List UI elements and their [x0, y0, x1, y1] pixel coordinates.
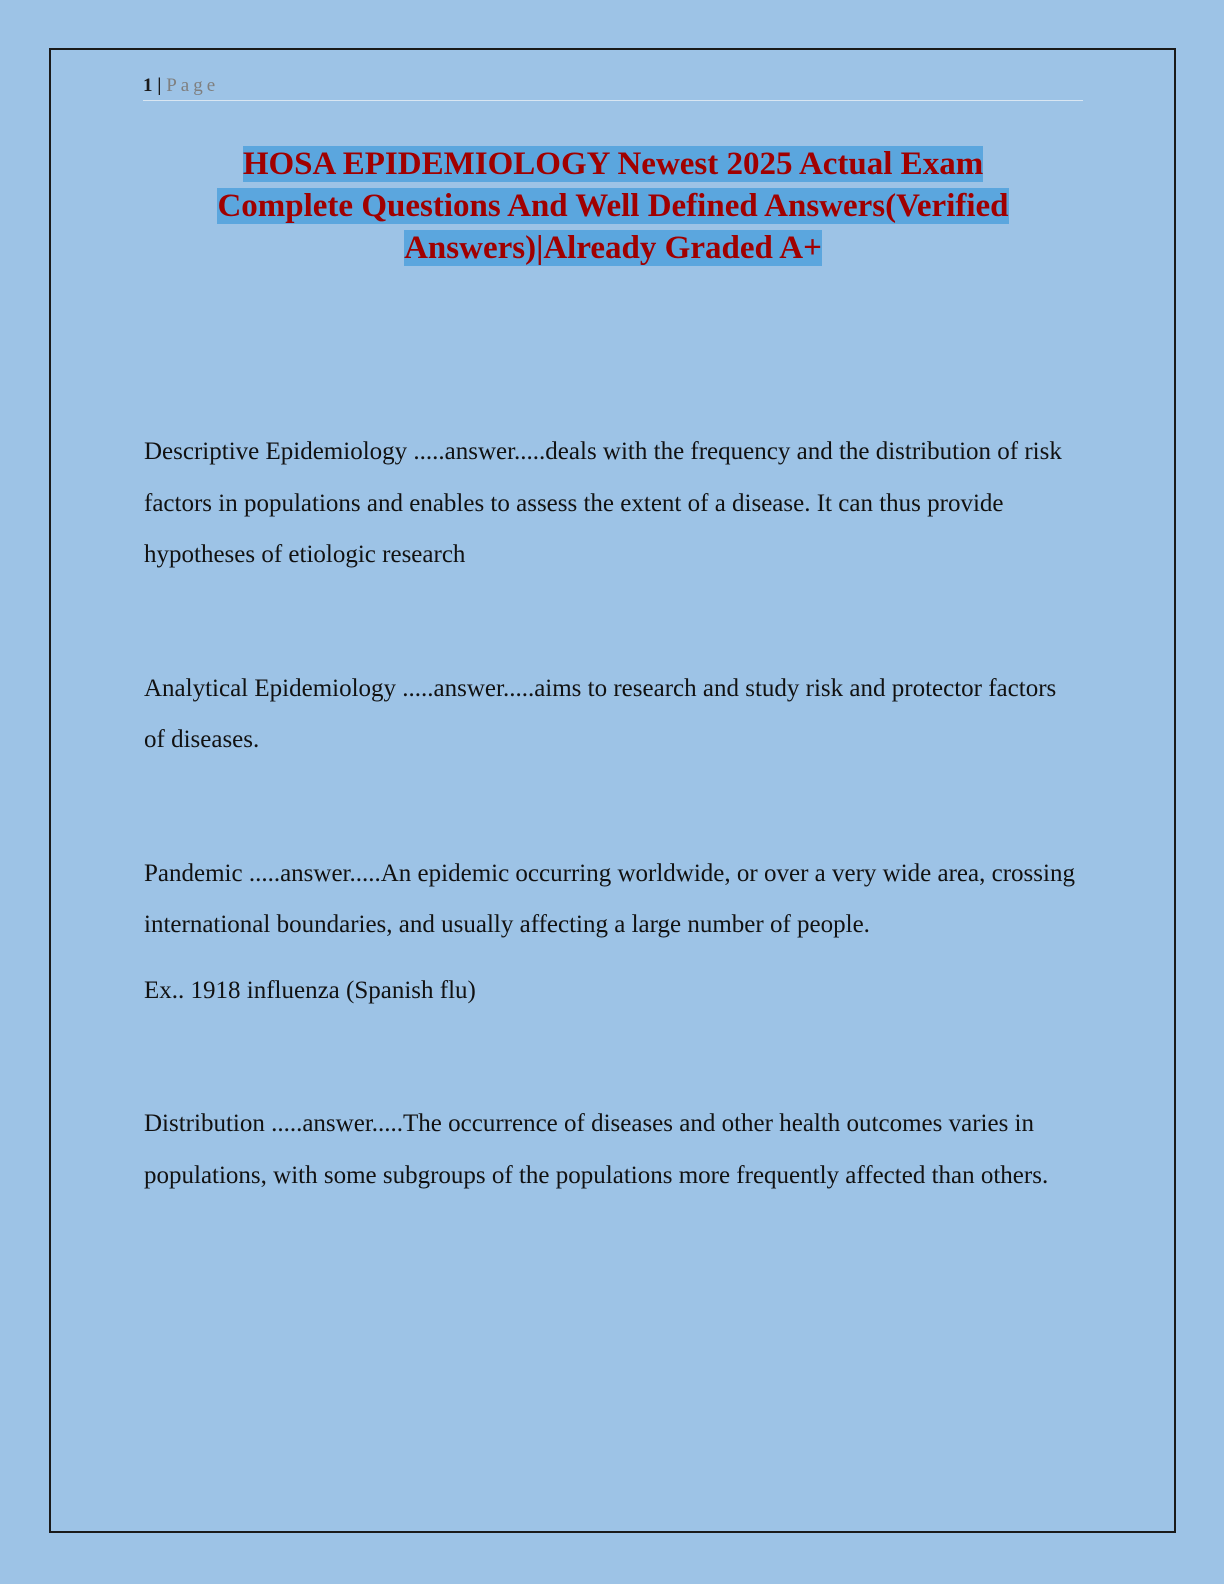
- entry-text: Pandemic .....answer.....An epidemic occurring worldwide, or over a very wide area, crossing international boundaries, and usually affecting a large number of people.: [144, 859, 1075, 938]
- qa-entry-descriptive-epidemiology: [144, 426, 1079, 581]
- qa-entry-distribution: [144, 1098, 1079, 1201]
- header-separator: |: [157, 75, 162, 96]
- entry-text: Distribution .....answer.....The occurrence of diseases and other health outcomes varies in populations, with some subgroups of the populations more frequently affected than others.: [144, 1110, 1049, 1189]
- title-line-2: Complete Questions And Well Defined Answers(Verified: [217, 188, 1009, 224]
- title-line-1: HOSA EPIDEMIOLOGY Newest 2025 Actual Exam: [242, 146, 984, 182]
- qa-entries: [144, 426, 1079, 1201]
- entry-text: Analytical Epidemiology .....answer.....aims to research and study risk and protector factors of diseases.: [144, 674, 1057, 753]
- qa-entry-pandemic: [144, 848, 1079, 1017]
- entry-text: Descriptive Epidemiology .....answer.....deals with the frequency and the distribution of risk factors in populations and enables to assess the extent of a disease. It can thus provide hypotheses of etiologic research: [144, 438, 1062, 568]
- page-header: [143, 74, 1083, 101]
- qa-entry-analytical-epidemiology: [144, 663, 1079, 766]
- page-number: 1: [143, 75, 153, 96]
- page-label: Page: [166, 75, 220, 96]
- title-line-3: Answers)|Already Graded A+: [404, 230, 822, 266]
- document-title: [143, 143, 1083, 269]
- entry-example: Ex.. 1918 influenza (Spanish flu): [144, 976, 476, 1004]
